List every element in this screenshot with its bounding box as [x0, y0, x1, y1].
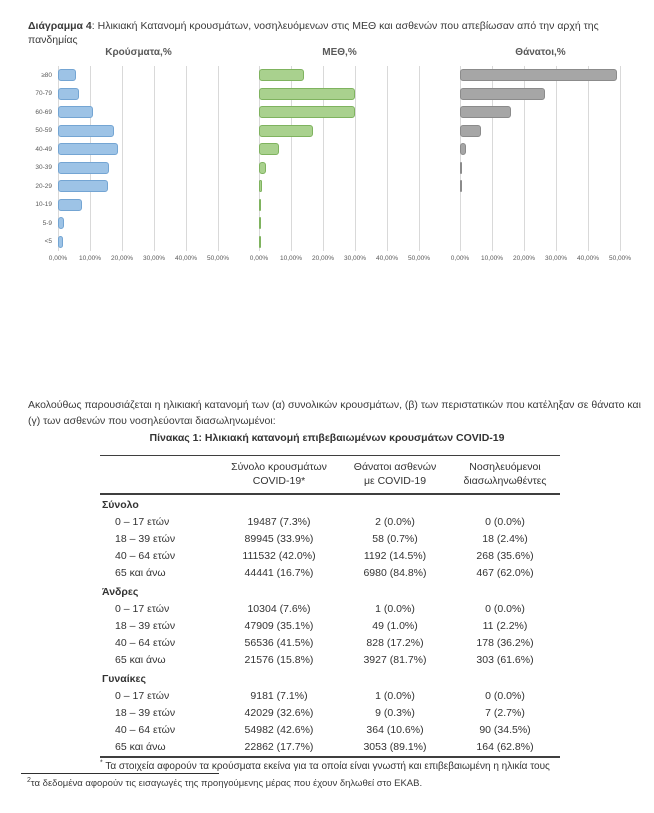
bar-row: [259, 122, 419, 141]
bar-row: [460, 66, 620, 85]
bar-70-79: [460, 88, 545, 100]
group-label: Άνδρες: [102, 586, 139, 599]
bar-row: [58, 140, 218, 159]
table-cell: 1192 (14.5%): [363, 550, 427, 563]
bar-row: [58, 159, 218, 178]
bar-50-59: [259, 125, 313, 137]
plot-column: [249, 47, 431, 265]
table-cell: 21576 (15.8%): [244, 654, 314, 667]
category-label: 70-79: [35, 90, 52, 98]
cases-by-age-table: [100, 455, 560, 758]
row-label: 18 – 39 ετών: [115, 533, 176, 546]
bar-row: [58, 85, 218, 104]
table-row: [100, 548, 560, 565]
x-axis-ticks: [249, 255, 431, 265]
bar-row: [460, 196, 620, 215]
bar-row: [460, 214, 620, 233]
group-row: [100, 582, 560, 600]
bar-row: [460, 122, 620, 141]
bar-10-19: [259, 199, 261, 211]
bar-50-59: [460, 125, 481, 137]
bar-row: [58, 177, 218, 196]
bar-30-39: [460, 162, 462, 174]
column-header: [100, 456, 218, 495]
category-label: 10-19: [35, 201, 52, 209]
page-footnote: [27, 778, 644, 789]
plot-area: [58, 66, 219, 251]
bar-row: [259, 233, 419, 252]
bar-10-19: [58, 199, 82, 211]
x-axis-ticks: [48, 255, 230, 265]
table-row: [100, 704, 560, 721]
bar-5-9: [259, 217, 261, 229]
bar-row: [259, 214, 419, 233]
category-label: 20-29: [35, 182, 52, 190]
table-cell: 11 (2.2%): [482, 619, 528, 632]
bar-5-9: [58, 217, 64, 229]
bar-30-39: [58, 162, 109, 174]
bar-row: [259, 66, 419, 85]
table-row: [100, 635, 560, 652]
chart-title: Κρούσματα,%: [105, 47, 172, 58]
table-block: [100, 455, 560, 772]
x-tick-label: 20,00%: [311, 255, 335, 262]
chart-deaths: [450, 47, 632, 265]
plot-area: [259, 66, 420, 251]
table-cell: 49 (1.0%): [372, 619, 418, 632]
doc-title-label: Διάγραμμα 4: [28, 19, 92, 32]
bar-20-29: [460, 180, 462, 192]
bar-row: [460, 159, 620, 178]
x-tick-label: 10,00%: [279, 255, 303, 262]
bar-20-29: [58, 180, 108, 192]
category-label: 50-59: [35, 127, 52, 135]
table-footnote: [100, 761, 560, 772]
bar-30-39: [259, 162, 266, 174]
table-cell: 303 (61.6%): [476, 654, 534, 667]
table-cell: 2 (0.0%): [375, 515, 415, 528]
table-1-title: Πίνακας 1: Ηλικιακή κατανομή επιβεβαιωμένων κρουσμάτων COVID-19: [149, 432, 505, 444]
row-label: 65 και άνω: [115, 654, 166, 667]
bar-row: [460, 233, 620, 252]
chart-title: Θάνατοι,%: [515, 47, 566, 58]
bar-40-49: [259, 143, 279, 155]
category-label: 5-9: [42, 219, 52, 227]
row-label: 0 – 17 ετών: [115, 515, 170, 528]
table-cell: 9181 (7.1%): [250, 689, 308, 702]
bar-row: [58, 196, 218, 215]
page-footnote-number: 2: [27, 776, 31, 784]
table-cell: 1 (0.0%): [375, 602, 415, 615]
row-label: 65 και άνω: [115, 741, 166, 754]
category-label: ≥80: [41, 71, 52, 79]
plot-area: [460, 66, 621, 251]
bar-row: [460, 177, 620, 196]
group-row: [100, 669, 560, 687]
category-label: 30-39: [35, 164, 52, 172]
category-label: 40-49: [35, 145, 52, 153]
x-tick-label: 20,00%: [110, 255, 134, 262]
x-tick-label: 20,00%: [512, 255, 536, 262]
bar-20-29: [259, 180, 262, 192]
table-cell: 178 (36.2%): [476, 637, 534, 650]
row-label: 18 – 39 ετών: [115, 619, 176, 632]
table-row: [100, 565, 560, 582]
bar-<5: [259, 236, 261, 248]
charts-row: [34, 47, 632, 265]
bar-60-69: [460, 106, 511, 118]
table-row: [100, 722, 560, 739]
table-row: [100, 513, 560, 530]
bar-<5: [58, 236, 63, 248]
footnote-separator: [21, 773, 219, 774]
bar-row: [460, 140, 620, 159]
table-row: [100, 739, 560, 757]
bar-row: [259, 159, 419, 178]
bar-row: [460, 103, 620, 122]
table-cell: 54982 (42.6%): [244, 724, 314, 737]
x-tick-label: 50,00%: [608, 255, 632, 262]
row-label: 65 και άνω: [115, 567, 166, 580]
row-label: 0 – 17 ετών: [115, 689, 170, 702]
bar-70-79: [58, 88, 79, 100]
row-label: 40 – 64 ετών: [115, 550, 176, 563]
bar-40-49: [460, 143, 466, 155]
table-row: [100, 617, 560, 634]
table-cell: 3053 (89.1%): [363, 741, 427, 754]
table-cell: 42029 (32.6%): [244, 706, 314, 719]
bar-row: [58, 122, 218, 141]
doc-title: [28, 19, 640, 48]
x-tick-label: 10,00%: [480, 255, 504, 262]
table-cell: 1 (0.0%): [375, 689, 415, 702]
bar-≥80: [259, 69, 304, 81]
table-cell: 364 (10.6%): [366, 724, 424, 737]
table-cell: 22862 (17.7%): [244, 741, 314, 754]
bar-row: [259, 85, 419, 104]
bar-40-49: [58, 143, 118, 155]
x-tick-label: 40,00%: [174, 255, 198, 262]
table-cell: 0 (0.0%): [485, 689, 525, 702]
x-tick-label: 30,00%: [142, 255, 166, 262]
table-footnote-asterisk: *: [100, 759, 103, 767]
bar-70-79: [259, 88, 355, 100]
category-label: 60-69: [35, 108, 52, 116]
group-label: Γυναίκες: [102, 673, 146, 685]
doc-title-text: : Ηλικιακή Κατανομή κρουσμάτων, νοσηλευόμενων στις ΜΕΘ και ασθενών που απεβίωσαν από την αρχή της πανδημίας: [28, 19, 599, 47]
x-tick-label: 40,00%: [576, 255, 600, 262]
x-tick-label: 0,00%: [48, 255, 68, 262]
table-cell: 0 (0.0%): [485, 602, 525, 615]
table-body: [100, 494, 560, 757]
table-cell: 467 (62.0%): [476, 567, 534, 580]
page-footnote-text: τα δεδομένα αφορούν τις εισαγωγές της προηγούμενης μέρας που έχουν δηλωθεί στο ΕΚΑΒ.: [30, 778, 423, 789]
table-cell: 268 (35.6%): [476, 550, 534, 563]
table-cell: 19487 (7.3%): [247, 515, 311, 528]
bar-row: [58, 214, 218, 233]
table-row: [100, 652, 560, 669]
table-cell: 89945 (33.9%): [244, 533, 314, 546]
table-cell: 10304 (7.6%): [247, 602, 311, 615]
x-tick-label: 30,00%: [544, 255, 568, 262]
x-tick-label: 40,00%: [375, 255, 399, 262]
table-row: [100, 600, 560, 617]
table-cell: 56536 (41.5%): [244, 637, 314, 650]
bar-60-69: [259, 106, 355, 118]
x-tick-label: 30,00%: [343, 255, 367, 262]
chart-title: ΜΕΘ,%: [322, 47, 357, 58]
y-axis-labels: [34, 66, 55, 251]
table-cell: 111532 (42.0%): [242, 550, 316, 563]
x-tick-label: 0,00%: [450, 255, 470, 262]
row-label: 0 – 17 ετών: [115, 602, 170, 615]
x-tick-label: 10,00%: [78, 255, 102, 262]
table-row: [100, 687, 560, 704]
table-cell: 18 (2.4%): [482, 533, 528, 546]
table-cell: 6980 (84.8%): [363, 567, 427, 580]
bar-row: [58, 233, 218, 252]
bar-50-59: [58, 125, 114, 137]
bar-row: [58, 66, 218, 85]
column-header: Θάνατοι ασθενών με COVID-19: [353, 461, 437, 487]
bar-row: [259, 196, 419, 215]
x-tick-label: 50,00%: [407, 255, 431, 262]
table-cell: 47909 (35.1%): [244, 619, 314, 632]
bar-row: [259, 103, 419, 122]
bar-≥80: [58, 69, 76, 81]
category-label: <5: [44, 238, 52, 246]
bar-60-69: [58, 106, 93, 118]
table-cell: 3927 (81.7%): [363, 654, 427, 667]
table-row: [100, 531, 560, 548]
group-row: [100, 494, 560, 513]
row-label: 40 – 64 ετών: [115, 724, 176, 737]
bar-row: [460, 85, 620, 104]
table-cell: 164 (62.8%): [476, 741, 534, 754]
table-cell: 90 (34.5%): [479, 724, 531, 737]
x-tick-label: 50,00%: [206, 255, 230, 262]
header-row: [100, 456, 560, 495]
plot-column: [450, 47, 632, 265]
bar-≥80: [460, 69, 617, 81]
table-cell: 0 (0.0%): [485, 515, 525, 528]
row-label: 40 – 64 ετών: [115, 637, 176, 650]
chart-icu: [249, 47, 431, 265]
table-footnote-text: Τα στοιχεία αφορούν τα κρούσματα εκείνα για τα οποία είναι γνωστή και επιβεβαιωμένη η ηλικία τους: [102, 760, 550, 772]
x-axis-ticks: [450, 255, 632, 265]
row-label: 18 – 39 ετών: [115, 706, 176, 719]
table-cell: 9 (0.3%): [375, 706, 415, 719]
table-header: [100, 456, 560, 495]
table-cell: 7 (2.7%): [485, 706, 525, 719]
plot-column: [48, 47, 230, 265]
bar-row: [259, 140, 419, 159]
x-tick-label: 0,00%: [249, 255, 269, 262]
chart-cases: [34, 47, 230, 265]
table-cell: 58 (0.7%): [372, 533, 418, 546]
table-cell: 44441 (16.7%): [244, 567, 314, 580]
column-header: Σύνολο κρουσμάτων COVID-19*: [231, 461, 327, 487]
bar-row: [58, 103, 218, 122]
intro-paragraph: Ακολούθως παρουσιάζεται η ηλικιακή κατανομή των (α) συνολικών κρουσμάτων, (β) των περιστατικών που κατέληξαν σε θάνατο και (γ) των ασθενών που νοσηλεύονται διασωληνωμένοι:: [28, 398, 641, 428]
table-cell: 828 (17.2%): [366, 637, 424, 650]
group-label: Σύνολο: [102, 499, 139, 512]
column-header: Νοσηλευόμενοι διασωληνωθέντες: [463, 461, 547, 487]
bar-row: [259, 177, 419, 196]
